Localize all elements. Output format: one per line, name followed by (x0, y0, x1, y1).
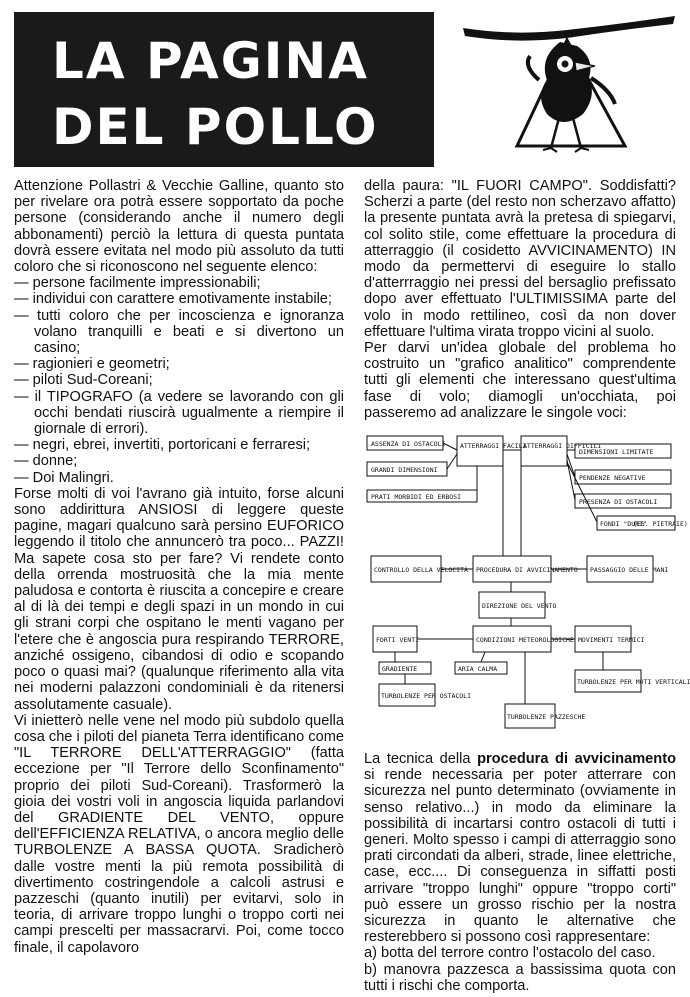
body-paragraph: Per darvi un'idea globale del problema ho costruito un "grafico analitico" comprendente tutti gli elementi che interessano quest'ultima fase di volo; diamogli un'occhiata, poi passeremo ad analizzare le singole voci: (364, 340, 676, 421)
diagram-box (457, 436, 503, 466)
chicken-mascot-illustration (455, 6, 680, 166)
list-item: — Doi Malingri. (14, 469, 114, 486)
text-run: si rende necessaria per poter atterrare con sicurezza nel punto determinato (ovviamente in senso relativo...) in modo da eliminare la possibilità di incartarsi contro ostacoli di tutti i generi. Molto spesso i campi di atterraggio sono prati circondati da alberi, strade, linee elettriche, case, ecc.... Di conseguenza in siffatti posti arrivare "troppo lunghi" oppure "troppo corti" può essere un grosso rischio per la nostra sicurezza in quanto le alternative che resterebbero si possono così rappresentare: (364, 767, 676, 946)
diagram-label: CONTROLLO DELLA VELOCITÀ (374, 566, 468, 574)
intro-paragraph: Attenzione Pollastri & Vecchie Galline, quanto sto per rivelare ora potrà essere sopportato da poche persone (considerando anche il numero degli abbonamenti) perciò la lettura di questa puntata dovrà essere evitata nel modo più assoluto da tutti coloro che si riconoscono nel seguente elenco: (14, 178, 344, 276)
title-block (14, 12, 434, 167)
diagram-label: (ES. PIETRAIE) (633, 520, 688, 528)
landing-procedure-diagram (365, 432, 690, 734)
diagram-label: TURBOLENZE PER OSTACOLI (381, 692, 472, 700)
list-item: — individui con carattere emotivamente instabile; (14, 291, 332, 308)
diagram-label: PASSAGGIO DELLE MANI (590, 566, 669, 574)
diagram-box (521, 436, 567, 466)
diagram-label: FORTI VENTI (376, 636, 420, 644)
diagram-label: ATTERRAGGI FACILI (460, 442, 527, 450)
list-item: a) botta del terrore contro l'ostacolo del caso. (364, 945, 656, 962)
diagram-label: PROCEDURA DI AVVICINAMENTO (476, 566, 578, 574)
bold-term: procedura di avvicinamento (477, 751, 676, 767)
diagram-label: ARIA CALMA (458, 665, 498, 673)
body-paragraph: Forse molti di voi l'avrano già intuito, forse alcuni sono addirittura ANSIOSI di leggere queste pagine, magari qualcuno sarà persino EUFORICO leggendo il titolo che annuncerò tra poco... PAZZI! Ma sapete cosa sto per fare? Vi rendete conto della orrenda mostruosità che la mia mente paludosa e contorta è riuscita a concepire e creare al di là dei tempi e degli spazi in un mondo in cui gli strani corpi che ospitano le menti vagano per l'etere che è angoscia pura respirando TERRORE, anziché ossigeno, cibandosi di odio e scopando poco o quasi mai? (qualunque riferimento alla vita nei moderni palazzoni condominiali è da ritenersi assolutamente casuale). (14, 485, 344, 713)
list-item: — ragionieri e geometri; (14, 356, 170, 373)
diagram-label: GRANDI DIMENSIONI (371, 466, 438, 474)
diagram-label: CONDIZIONI METEOROLOGICHE (476, 636, 574, 644)
diagram-label: PRESENZA DI OSTACOLI (579, 498, 658, 506)
diagram-label: GRADIENTE (382, 665, 418, 673)
diagram-label: TURBOLENZE PER MOTI VERTICALI (577, 678, 690, 686)
body-paragraph: della paura: "IL FUORI CAMPO". Soddisfatti? Scherzi a parte (del resto non scherzavo affatto) la presente puntata avrà la pretesa di spiegarvi, col solito stile, come effettuare la procedura di atterraggio (il cosidetto AVVICINAMENTO) IN modo da permettervi di eseguire lo stallo d'atterrraggio nei pressi del bersaglio prefissato dopo aver effettuato l'ULTIMISSIMA parte del volo in modo rettilineo, così da non dover effettuare l'ultima virata troppo vicini al suolo. (364, 178, 676, 340)
diagram-label: PRATI MORBIDI ED ERBOSI (371, 493, 462, 501)
list-item: b) manovra pazzesca a bassissima quota con tutti i rischi che comporta. (364, 961, 676, 994)
diagram-label: DIREZIONE DEL VENTO (482, 602, 557, 610)
diagram-label: FONDI "DURI" (600, 520, 647, 528)
article-right-column (364, 178, 676, 421)
list-item: — negri, ebrei, invertiti, portoricani e ferraresi; (14, 437, 311, 454)
title-line-1: LA PAGINA (52, 32, 369, 90)
list-item: — persone facilmente impressionabili; (14, 275, 261, 292)
diagram-label: ASSENZA DI OSTACOLI (371, 440, 446, 448)
diagram-label: MOVIMENTI TERMICI (578, 636, 645, 644)
diagram-label: DIMENSIONI LIMITATE (579, 448, 654, 456)
article-left-column (14, 178, 344, 956)
list-item: — il TIPOGRAFO (a vedere se lavorando con gli occhi bendati riuscirà ugualmente a riempire il giornale di errori). (14, 388, 344, 438)
diagram-label: ATTERRAGGI DIFFICILI (523, 442, 602, 450)
list-item: — donne; (14, 453, 78, 470)
body-paragraph (364, 751, 676, 945)
body-paragraph: Vi inietterò nelle vene nel modo più subdolo quella cosa che i piloti del pianeta Terra identificano come "IL TERRORE DELL'ATTERRAGGIO" (fatta eccezione per "Il Terrore dello Sconfinamento" proprio dei piloti Sud-Coreani). Trasformerò la gioia dei vostri voli in angoscia liquida parlandovi del GRADIENTE DEL VENTO, oppure dell'EFFICIENZA RELATIVA, o ancora meglio delle TURBOLENZE A BASSA QUOTA. Sradicherò dalle vostre menti la più remota possibilità di divertimento costringendole a calcoli astrusi e pazzeschi (quanto inutili) per evitarvi, solo in teoria, di arrivare troppo lunghi o troppo corti nei campi prescelti per massacrarvi. Poi, come tocco finale, il capolavoro (14, 712, 344, 956)
title-line-2: DEL POLLO (52, 98, 379, 156)
diagram-label: TURBOLENZE PAZZESCHE (507, 713, 586, 721)
text-run: La tecnica della (364, 751, 478, 767)
article-right-column-continued (364, 751, 676, 994)
list-item: — tutti coloro che per incoscienza e ignoranza volano tranquilli e beati e si divertono un casino; (14, 307, 344, 357)
diagram-label: PENDENZE NEGATIVE (579, 474, 646, 482)
list-item: — piloti Sud-Coreani; (14, 372, 153, 389)
